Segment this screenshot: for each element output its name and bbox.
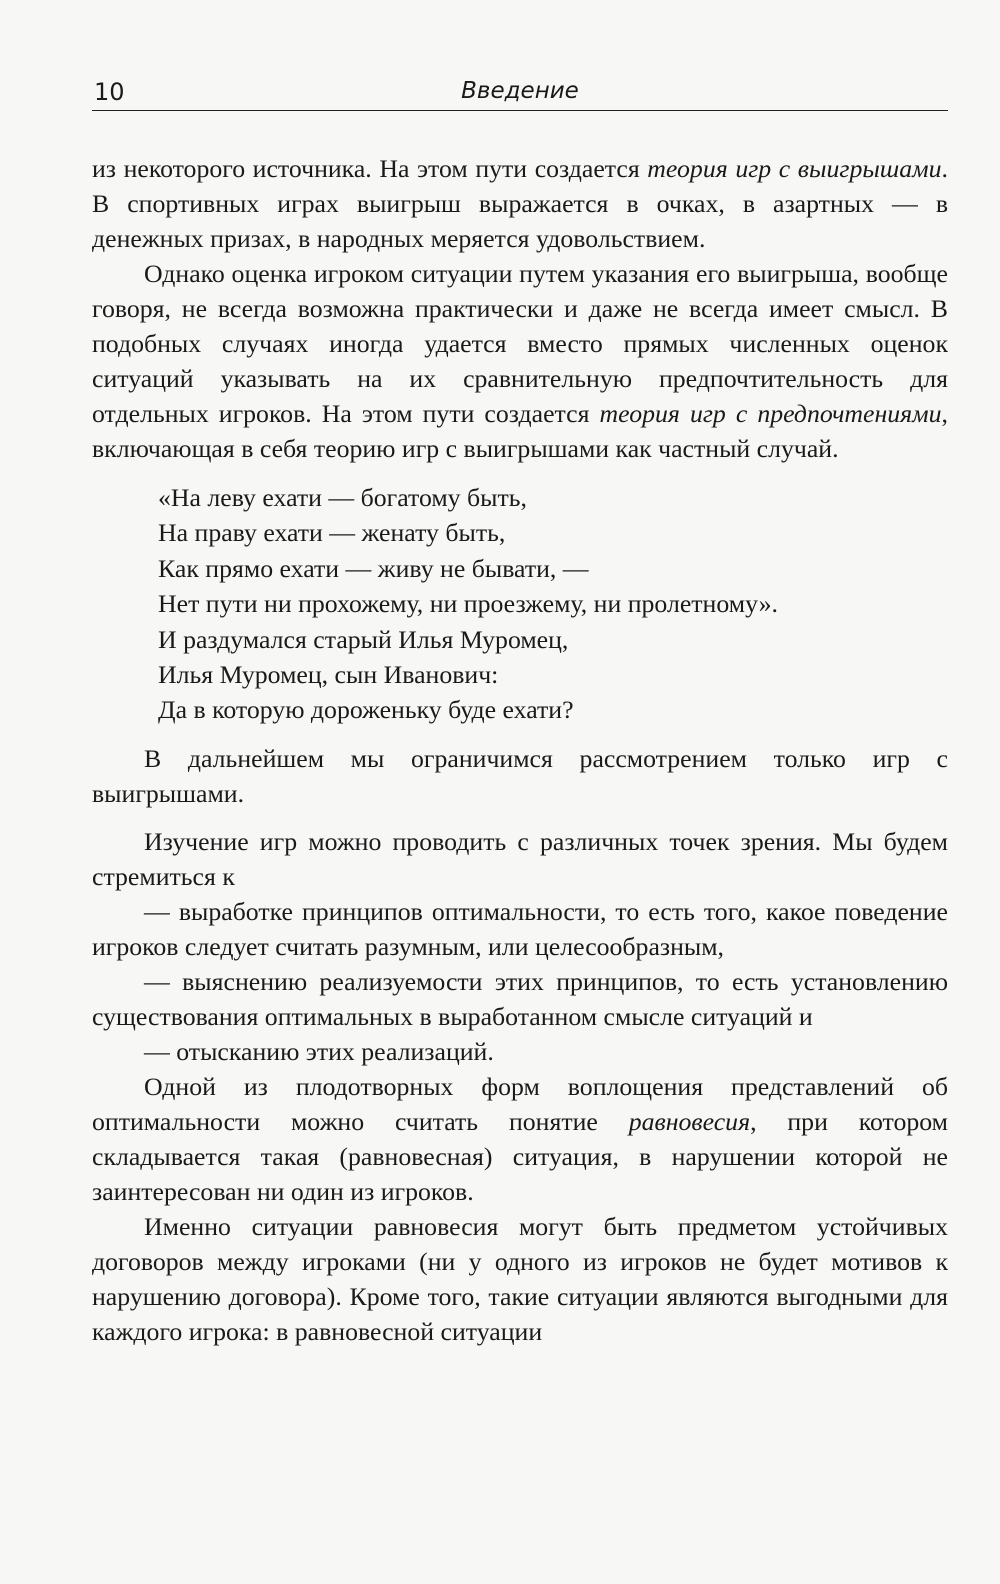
verse-line: И раздумался старый Илья Муромец, [158, 624, 569, 654]
page-header [92, 70, 948, 111]
list-item: — отысканию этих реализаций. [144, 1036, 494, 1066]
italic-term: теория игр с выигрышами [647, 154, 942, 183]
verse-line: Нет пути ни прохожему, ни проезжему, ни пролетному». [158, 589, 778, 619]
list-item: — выяснению реализуемости этих принципов, то есть установлению существования оптимальных в выработанном смысле ситуаций и [92, 966, 948, 1031]
book-page [92, 70, 948, 1349]
italic-term: равновесия [628, 1106, 751, 1136]
italic-term: теория игр с предпочтениями [599, 399, 942, 428]
verse-quote [158, 480, 948, 728]
verse-line: «На леву ехати — богатому быть, [158, 483, 527, 512]
paragraph-1: из некоторого источника. На этом пути создается теория игр с выигрышами. В спортивных играх выигрыш выражается в очках, в азартных — в денежных призах, в народных меряется удовольствием. [92, 154, 948, 253]
running-title: Введение [461, 78, 579, 104]
verse-line: На праву ехати — женату быть, [158, 518, 506, 548]
body-text [92, 151, 948, 1349]
paragraph-5: Одной из плодотворных форм воплощения представлений об оптимальности можно считать понятие равновесия, при котором складывается такая (равновесная) ситуация, в нарушении которой не заинтересован ни один из игроков. [92, 1071, 948, 1206]
paragraph-2: Однако оценка игроком ситуации путем указания его выигрыша, вообще говоря, не всегда возможна практически и даже не всегда имеет смысл. В подобных случаях иногда удается вместо прямых численных оценок ситуаций указывать на их сравнительную предпочтительность для отдельных игроков. На этом пути создается теория игр с предпочтениями, включающая в себя теорию игр с выигрышами как частный случай. [92, 259, 948, 463]
paragraph-3: В дальнейшем мы ограничимся рассмотрением только игр с выигрышами. [92, 743, 948, 808]
paragraph-4: Изучение игр можно проводить с различных точек зрения. Мы будем стремиться к [92, 826, 948, 891]
list-item: — выработке принципов оптимальности, то есть того, какое поведение игроков следует считать разумным, или целесообразным, [92, 896, 948, 961]
verse-line: Илья Муромец, сын Иванович: [158, 660, 499, 690]
paragraph-6: Именно ситуации равновесия могут быть предметом устойчивых договоров между игроками (ни у одного из игроков не будет мотивов к нарушению договора). Кроме того, такие ситуации являются выгодными для каждого игрока: в равновесной ситуации [92, 1211, 948, 1346]
verse-line: Как прямо ехати — живу не бывати, — [158, 553, 589, 583]
page-number: 10 [94, 78, 125, 106]
verse-line: Да в которую дороженьку буде ехати? [158, 695, 574, 725]
